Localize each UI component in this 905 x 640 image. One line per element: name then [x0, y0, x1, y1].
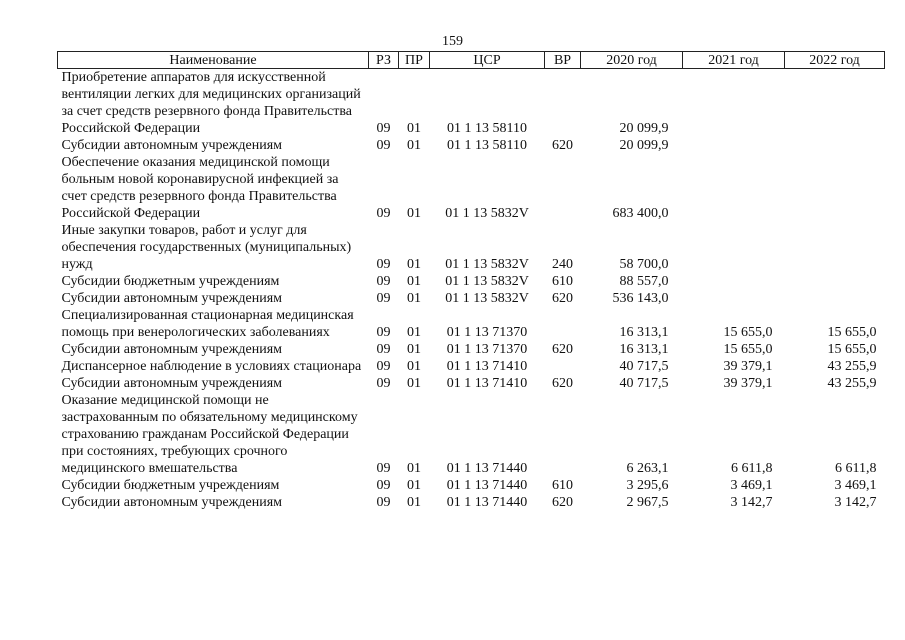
row-2021: 15 655,0 [723, 325, 773, 340]
row-name: Специализированная стационарная медицинская помощь при венерологических заболеваниях [61, 308, 354, 340]
row-pr: 01 [407, 121, 421, 136]
row-2022: 43 255,9 [827, 376, 877, 391]
row-vr: 620 [552, 342, 573, 357]
table-row [58, 273, 885, 290]
row-pr: 01 [407, 274, 421, 289]
row-rz: 09 [376, 325, 391, 340]
row-name: Иные закупки товаров, работ и услуг для обеспечения государственных (муниципальных) нужд [61, 223, 352, 272]
row-2022: 15 655,0 [827, 325, 877, 340]
table-row [58, 69, 885, 138]
table-row [58, 375, 885, 392]
row-vr [545, 69, 581, 138]
header-year-2021: 2021 год [683, 52, 785, 69]
table-row [58, 494, 885, 511]
row-2020: 536 143,0 [612, 291, 669, 306]
row-2021 [683, 290, 785, 307]
row-csr: 01 1 13 71410 [446, 359, 528, 374]
row-rz: 09 [376, 138, 391, 153]
row-csr: 01 1 13 58110 [447, 121, 527, 136]
row-csr: 01 1 13 71440 [446, 461, 528, 476]
row-rz: 09 [376, 461, 391, 476]
row-pr: 01 [407, 461, 421, 476]
row-2021: 3 469,1 [730, 478, 773, 493]
row-csr: 01 1 13 71370 [446, 325, 528, 340]
header-vr: ВР [545, 52, 581, 69]
row-pr: 01 [407, 359, 421, 374]
row-2020: 88 557,0 [619, 274, 669, 289]
row-csr: 01 1 13 5832V [445, 206, 529, 221]
row-2021 [683, 69, 785, 138]
row-rz: 09 [376, 291, 391, 306]
header-rz: РЗ [369, 52, 399, 69]
table-row [58, 358, 885, 375]
row-name: Приобретение аппаратов для искусственной вентиляции легких для медицинских организаций за счет средств резервного фонда Правительства Российской Федерации [61, 70, 361, 136]
row-2021: 6 611,8 [731, 461, 773, 476]
row-csr: 01 1 13 5832V [445, 291, 529, 306]
row-2020: 3 295,6 [626, 478, 669, 493]
row-2022 [785, 154, 885, 222]
row-name: Субсидии автономным учреждениям [61, 291, 283, 306]
row-name: Обеспечение оказания медицинской помощи больным новой коронавирусной инфекцией за счет средств резервного фонда Правительства Российской Федерации [61, 155, 339, 221]
header-csr: ЦСР [430, 52, 545, 69]
row-vr [545, 392, 581, 477]
row-2020: 6 263,1 [626, 461, 669, 476]
row-2020: 20 099,9 [619, 121, 669, 136]
row-2022 [785, 222, 885, 273]
page-number: 159 [442, 34, 463, 49]
row-pr: 01 [407, 206, 421, 221]
row-2022: 15 655,0 [827, 342, 877, 357]
row-2020: 16 313,1 [619, 325, 669, 340]
row-2020: 2 967,5 [626, 495, 669, 510]
row-2022: 6 611,8 [835, 461, 877, 476]
row-rz: 09 [376, 257, 391, 272]
row-name: Субсидии бюджетным учреждениям [61, 478, 280, 493]
row-pr: 01 [407, 325, 421, 340]
row-pr: 01 [407, 478, 421, 493]
table-row [58, 137, 885, 154]
row-2020: 58 700,0 [619, 257, 669, 272]
row-vr: 610 [552, 478, 573, 493]
row-2022 [785, 137, 885, 154]
row-name: Субсидии бюджетным учреждениям [61, 274, 280, 289]
row-name: Субсидии автономным учреждениям [61, 342, 283, 357]
row-2021: 39 379,1 [723, 376, 773, 391]
table-row [58, 392, 885, 477]
row-vr: 610 [552, 274, 573, 289]
row-rz: 09 [376, 342, 391, 357]
table-row [58, 290, 885, 307]
row-name: Диспансерное наблюдение в условиях стационара [61, 359, 362, 374]
row-pr: 01 [407, 291, 421, 306]
row-rz: 09 [376, 478, 391, 493]
row-2021 [683, 222, 785, 273]
row-csr: 01 1 13 71440 [446, 478, 528, 493]
row-2021: 39 379,1 [723, 359, 773, 374]
row-csr: 01 1 13 5832V [445, 274, 529, 289]
table-row [58, 222, 885, 273]
row-2020: 683 400,0 [612, 206, 669, 221]
row-2021 [683, 154, 785, 222]
row-pr: 01 [407, 342, 421, 357]
row-2021: 15 655,0 [723, 342, 773, 357]
row-2021 [683, 137, 785, 154]
table-row [58, 307, 885, 341]
row-2020: 20 099,9 [619, 138, 669, 153]
row-2022: 3 469,1 [834, 478, 877, 493]
row-name: Субсидии автономным учреждениям [61, 495, 283, 510]
row-name: Оказание медицинской помощи не застрахованным по обязательному медицинскому страхованию гражданам Российской Федерации при состояниях, требующих срочного медицинского вмешательства [61, 393, 358, 476]
row-name: Субсидии автономным учреждениям [61, 138, 283, 153]
row-2020: 16 313,1 [619, 342, 669, 357]
row-vr [545, 358, 581, 375]
row-csr: 01 1 13 71370 [446, 342, 528, 357]
row-vr [545, 307, 581, 341]
row-2022 [785, 290, 885, 307]
row-rz: 09 [376, 359, 391, 374]
row-2020: 40 717,5 [619, 359, 669, 374]
row-csr: 01 1 13 71410 [446, 376, 528, 391]
row-csr: 01 1 13 58110 [447, 138, 527, 153]
header-pr: ПР [399, 52, 430, 69]
row-pr: 01 [407, 495, 421, 510]
row-vr: 620 [552, 138, 573, 153]
row-2022 [785, 69, 885, 138]
row-pr: 01 [407, 376, 421, 391]
row-2022 [785, 273, 885, 290]
row-csr: 01 1 13 71440 [446, 495, 528, 510]
row-2021: 3 142,7 [730, 495, 773, 510]
header-year-2020: 2020 год [581, 52, 683, 69]
table-row [58, 341, 885, 358]
header-name: Наименование [58, 52, 369, 69]
row-vr: 620 [552, 291, 573, 306]
table-row [58, 477, 885, 494]
row-rz: 09 [376, 206, 391, 221]
row-vr: 620 [552, 376, 573, 391]
row-2022: 43 255,9 [827, 359, 877, 374]
row-name: Субсидии автономным учреждениям [61, 376, 283, 391]
header-year-2022: 2022 год [785, 52, 885, 69]
row-vr: 620 [552, 495, 573, 510]
row-vr: 240 [552, 257, 573, 272]
table-row [58, 154, 885, 222]
row-rz: 09 [376, 376, 391, 391]
row-rz: 09 [376, 274, 391, 289]
row-2021 [683, 273, 785, 290]
row-pr: 01 [407, 257, 421, 272]
row-2020: 40 717,5 [619, 376, 669, 391]
row-csr: 01 1 13 5832V [445, 257, 529, 272]
row-vr [545, 154, 581, 222]
table-body [58, 69, 885, 512]
row-2022: 3 142,7 [834, 495, 877, 510]
row-pr: 01 [407, 138, 421, 153]
table-header-row [58, 52, 885, 69]
budget-table [57, 51, 885, 511]
row-rz: 09 [376, 121, 391, 136]
row-rz: 09 [376, 495, 391, 510]
